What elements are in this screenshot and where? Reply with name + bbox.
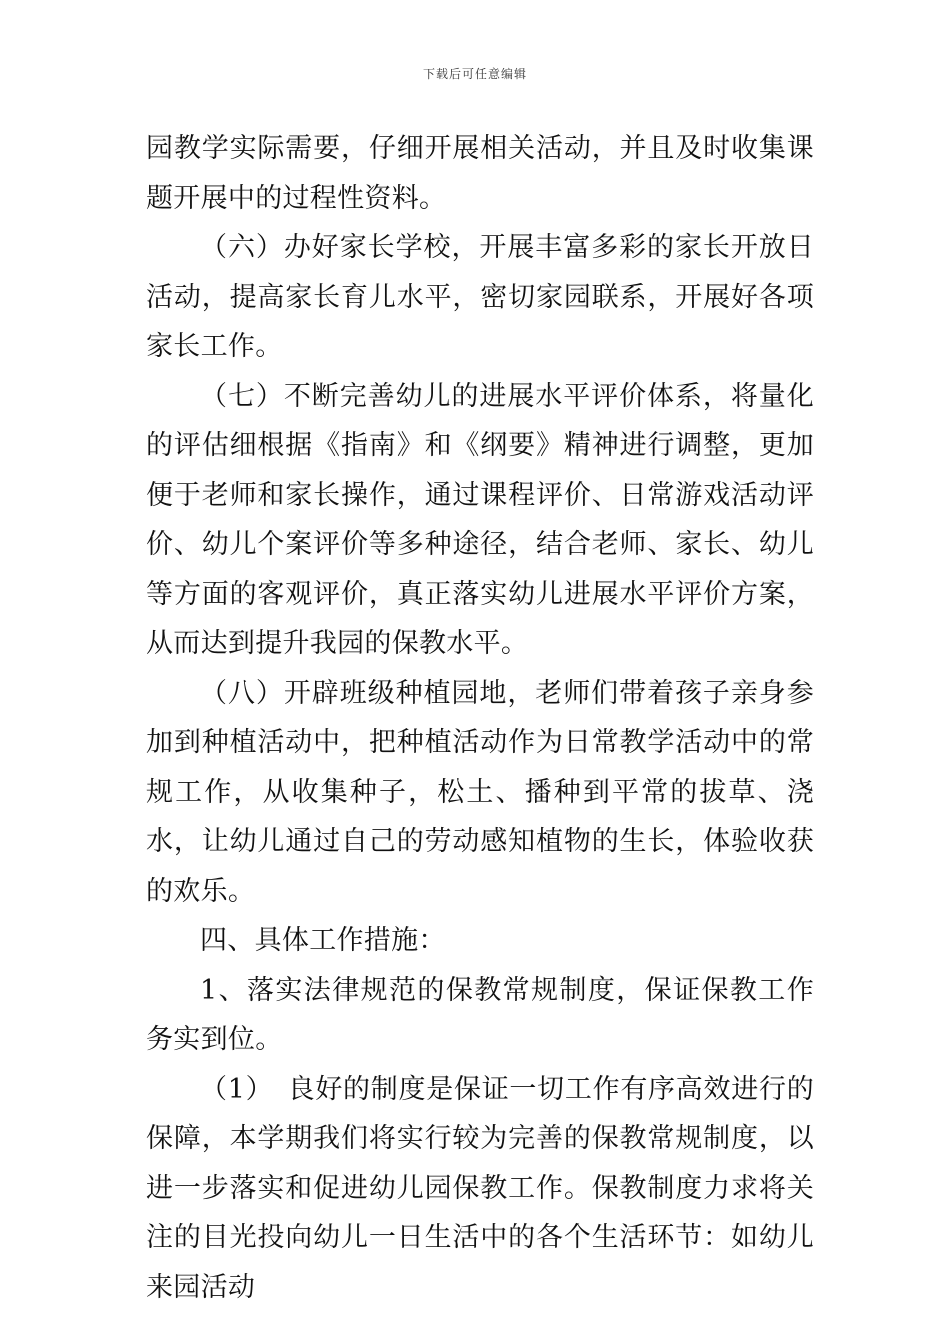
paragraph-item-7: （七）不断完善幼儿的进展水平评价体系，将量化的评估细根据《指南》和《纲要》精神进行调整，更加便于老师和家长操作，通过课程评价、日常游戏活动评价、幼儿个案评价等多种途径，结合老师、家长、幼儿等方面的客观评价，真正落实幼儿进展水平评价方案，从而达到提升我园的保教水平。 <box>146 380 814 659</box>
paragraph-continuation: 园教学实际需要，仔细开展相关活动，并且及时收集课题开展中的过程性资料。 <box>146 133 814 214</box>
section-heading-measures: 四、具体工作措施： <box>200 925 446 956</box>
header-note: 下载后可任意编辑 <box>422 67 527 81</box>
paragraph-measure-1-1: （1） 良好的制度是保证一切工作有序高效进行的保障，本学期我们将实行较为完善的保教常规制度，以进一步落实和促进幼儿园保教工作。保教制度力求将关注的目光投向幼儿一日生活中的各个生活环节：如幼儿来园活动 <box>146 1073 814 1303</box>
document-body <box>146 124 814 1312</box>
paragraph-item-6: （六）办好家长学校，开展丰富多彩的家长开放日活动，提高家长育儿水平，密切家园联系，开展好各项家长工作。 <box>146 232 814 362</box>
paragraph-measure-1: 1、落实法律规范的保教常规制度，保证保教工作务实到位。 <box>146 974 814 1055</box>
paragraph-item-8: （八）开辟班级种植园地，老师们带着孩子亲身参加到种植活动中，把种植活动作为日常教学活动中的常规工作，从收集种子，松土、播种到平常的拔草、浇水，让幼儿通过自己的劳动感知植物的生长，体验收获的欢乐。 <box>146 677 814 907</box>
